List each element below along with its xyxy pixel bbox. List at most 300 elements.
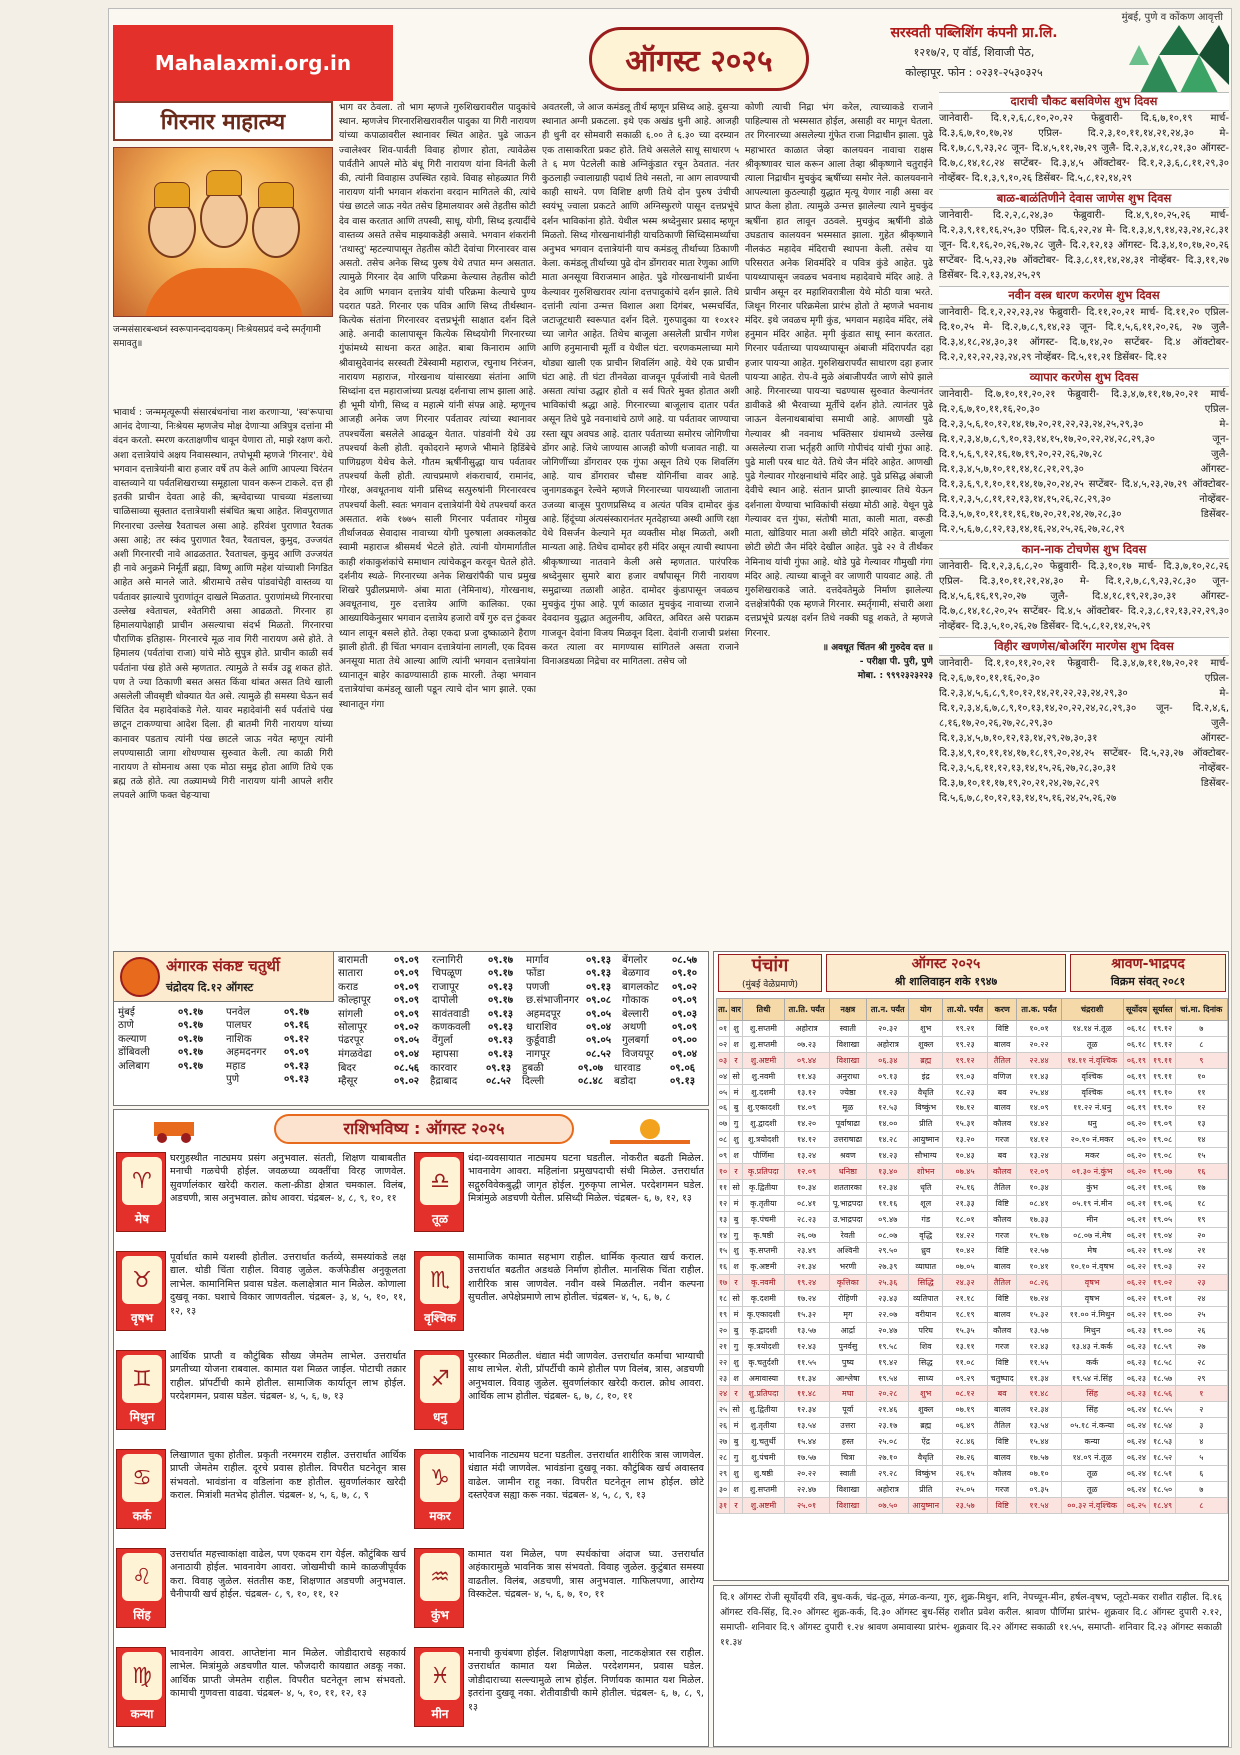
- panchang-cell: २७: [1175, 1338, 1227, 1354]
- moonrise-time: ०९.१७: [178, 1007, 204, 1018]
- city-row: [338, 1008, 428, 1021]
- panchang-cell: १७: [717, 1275, 730, 1291]
- panchang-cell: बालव: [988, 1450, 1017, 1466]
- zodiac-sign-icon: [414, 1647, 464, 1727]
- city-time-extra: [338, 1062, 708, 1089]
- panchang-cell: प्रीति: [909, 1481, 943, 1497]
- city-name: विजयपूर: [622, 1048, 654, 1060]
- moonrise-time: ०८.५७: [672, 955, 698, 966]
- panchang-cell: कौलव: [988, 1211, 1017, 1227]
- panchang-cell: १२.५३: [867, 1100, 909, 1116]
- panchang-cell: १३.५७: [1017, 1322, 1061, 1338]
- panchang-cell: विशाखा: [829, 1036, 867, 1052]
- city-row: [432, 1048, 522, 1061]
- panchang-cell: १९.०४: [1150, 1243, 1175, 1259]
- sun-decoration-icon: [610, 1114, 690, 1144]
- rashi-cell: [114, 1645, 409, 1729]
- panchang-cell: मीन: [1061, 1211, 1123, 1227]
- zodiac-symbol: ♎: [420, 1157, 460, 1205]
- panchang-cell: १४.१२: [1017, 1132, 1061, 1148]
- panchang-cell: शु.सप्तमी: [743, 1021, 785, 1037]
- panchang-cell: अहोरात्र: [867, 1036, 909, 1052]
- panchang-cell: बव: [988, 1386, 1017, 1402]
- moonrise-time: ०९.०९: [394, 968, 420, 980]
- panchang-cell: मं: [729, 1307, 742, 1323]
- panchang-table: [716, 998, 1228, 1514]
- city-row: [522, 1075, 614, 1088]
- panchang-row: [717, 1307, 1228, 1323]
- city-row: [118, 1006, 212, 1019]
- panchang-cell: आर्द्रा: [829, 1322, 867, 1338]
- panchang-cell: विशाखा: [829, 1481, 867, 1497]
- panchang-cell: १३.५७: [784, 1322, 829, 1338]
- city-row: [622, 954, 706, 967]
- panchang-cell: पुष्य: [829, 1354, 867, 1370]
- panchang-cell: विष्टि: [988, 1434, 1017, 1450]
- panchang-cell: व्यतिपात: [909, 1291, 943, 1307]
- rashi-cell: [412, 1348, 707, 1432]
- city-row: [338, 981, 428, 994]
- panchang-cell: २५.०१: [784, 1497, 829, 1513]
- panchang-cell: आश्लेषा: [829, 1370, 867, 1386]
- zodiac-sign-icon: [116, 1449, 166, 1529]
- panchang-cell: ०६.२४: [1123, 1418, 1150, 1434]
- panchang-cell: १३.१२: [784, 1084, 829, 1100]
- panchang-cell: वृश्चिक: [1061, 1084, 1123, 1100]
- panchang-cell: १३.४०: [867, 1164, 909, 1180]
- zodiac-sign-icon: [116, 1548, 166, 1628]
- panchang-cell: १९.४२: [867, 1354, 909, 1370]
- panchang-cell: १८.५७: [1150, 1370, 1175, 1386]
- panchang-cell: १०.४३: [943, 1148, 988, 1164]
- panchang-cell: १२.३४: [1017, 1402, 1061, 1418]
- panchang-cell: ०९.३५: [1017, 1481, 1061, 1497]
- panchang-cell: १२: [717, 1195, 730, 1211]
- panchang-cell: १९: [717, 1307, 730, 1323]
- zodiac-sign-icon: [116, 1251, 166, 1331]
- panchang-cell: ११.१६: [867, 1195, 909, 1211]
- site-brand[interactable]: Mahalaxmi.org.in: [113, 25, 393, 101]
- panchang-row: [717, 1052, 1228, 1068]
- moonrise-time: ०९.०४: [672, 1048, 698, 1060]
- panchang-header: [714, 952, 1229, 996]
- panchang-cell: आयुष्मान: [909, 1497, 943, 1513]
- panchang-cell: तैतिल: [988, 1052, 1017, 1068]
- panchang-cell: पूर्वाषाढा: [829, 1116, 867, 1132]
- city-name: मुंबई: [118, 1007, 135, 1018]
- moonrise-time: ०९.१३: [488, 1008, 514, 1020]
- city-row: [118, 1046, 212, 1059]
- moonrise-time: ०९.१३: [284, 1074, 310, 1086]
- panchang-cell: साध्य: [909, 1370, 943, 1386]
- moonrise-time: ०९.१३: [586, 955, 612, 966]
- panchang-cell: र: [729, 1386, 742, 1402]
- city-name: पालघर: [226, 1020, 252, 1032]
- panchang-cell: अमावास्या: [743, 1370, 785, 1386]
- rashi-prediction: धंदा-व्यवसायात नाट्यमय घटना घडतील. नोकरीत बढती मिळेल. भावनावेग आवरा. महिलांना प्रमुखपदाची संधी मिळेल. उत्तरार्धात सद्गुरुविवेकबुद्धी जागृत होईल. गुरुकृपा लाभेल. परदेशगमन घडेल. मित्रांमुळे अडचणी येतील. प्रसिध्दी मिळेल. चंद्रबल- ६, ७, १२, १३: [468, 1153, 704, 1205]
- panchang-cell: १८.५५: [1150, 1402, 1175, 1418]
- panchang-cell: १२.४३: [784, 1338, 829, 1354]
- moonrise-time: ०९.०९: [394, 995, 420, 1007]
- panchang-cell: ०१.३० नं.कुंभ: [1061, 1164, 1123, 1180]
- rashi-cell: [412, 1546, 707, 1630]
- panchang-cell: ०९.४४: [784, 1052, 829, 1068]
- panchang-cell: र: [729, 1497, 742, 1513]
- panchang-cell: ०७.१९: [943, 1402, 988, 1418]
- panchang-cell: तैतिल: [988, 1275, 1017, 1291]
- panchang-cell: ११.५५: [1017, 1354, 1061, 1370]
- panchang-cell: १९.५४: [867, 1370, 909, 1386]
- panchang-cell: शु: [729, 1465, 742, 1481]
- city-name: बेंगलोर: [622, 955, 648, 966]
- panchang-cell: शु: [729, 1354, 742, 1370]
- panchang-cell: १९.०८: [1150, 1148, 1175, 1164]
- panchang-cell: २६.१५: [943, 1465, 988, 1481]
- moonrise-time: ०९.१७: [178, 1033, 204, 1045]
- panchang-cell: १५.३२: [784, 1307, 829, 1323]
- panchang-cell: १९.१०: [1150, 1084, 1175, 1100]
- panchang-cell: ११.४३: [1017, 1068, 1061, 1084]
- city-row: [338, 1021, 428, 1034]
- moonrise-time: ०९.१३: [284, 1060, 310, 1072]
- panchang-cell: २०.१० नं.मकर: [1061, 1132, 1123, 1148]
- panchang-cell: २९: [717, 1465, 730, 1481]
- panchang-row: [717, 1227, 1228, 1243]
- panchang-row: [717, 1100, 1228, 1116]
- moonrise-time: ०९.०७: [578, 1063, 604, 1074]
- panchang-cell: २७: [717, 1434, 730, 1450]
- panchang-column-header: चां.मा. दिनांक: [1175, 999, 1227, 1021]
- panchang-cell: २०.३२: [867, 1021, 909, 1037]
- panchang-cell: बु: [729, 1100, 742, 1116]
- city-name: धाराशिव: [526, 1022, 557, 1034]
- panchang-cell: शततारका: [829, 1179, 867, 1195]
- panchang-row: [717, 1386, 1228, 1402]
- panchang-cell: ०७.१०: [1017, 1465, 1061, 1481]
- moonrise-time: ०९.१३: [488, 1022, 514, 1034]
- panchang-cell: तूळ: [1061, 1465, 1123, 1481]
- panchang-subtitle: (मुंबई वेळेप्रमाणे): [741, 980, 798, 990]
- rashi-cell: [114, 1249, 409, 1333]
- panchang-title-box: [718, 954, 822, 992]
- city-name: म्हैसूर: [338, 1076, 358, 1088]
- panchang-cell: कृ.दशमी: [743, 1291, 785, 1307]
- panchang-cell: शिव: [909, 1338, 943, 1354]
- panchang-cell: २४.३२: [943, 1275, 988, 1291]
- panchang-cell: २०.२२: [1017, 1036, 1061, 1052]
- panchang-cell: विशाखा: [829, 1052, 867, 1068]
- zodiac-sign-icon: [116, 1350, 166, 1430]
- panchang-cell: वैधृति: [909, 1084, 943, 1100]
- panchang-row: [717, 1402, 1228, 1418]
- panchang-cell: कौलव: [988, 1116, 1017, 1132]
- rashi-name: कुंभ: [431, 1608, 449, 1622]
- panchang-cell: ०६.२३: [1123, 1338, 1150, 1354]
- panchang-column-header: ता.यो. पर्यंत: [943, 999, 988, 1021]
- city-name: बिदर: [338, 1063, 357, 1074]
- panchang-column-header: सूर्यास्त: [1150, 999, 1175, 1021]
- panchang-row: [717, 1179, 1228, 1195]
- panchang-title: पंचांग: [751, 955, 789, 976]
- panchang-cell: मं: [729, 1195, 742, 1211]
- rashi-prediction: भावनिक नाट्यमय घटना घडतील. उत्तरार्धात शारीरिक त्रास जाणवेल. धंद्यात मंदी जाणवेल. भावंडांना दुखवू नका. कौटुंबिक खर्च अवास्तव वाढेल. जामीन राहू नका. विपरीत घटनेतून लाभ होईल. छोटे दस्तऐवज सह्या करू नका. चंद्रबल- ४, ५, ८, ९, १३: [468, 1450, 704, 1502]
- panchang-cell: शुक्ल: [909, 1036, 943, 1052]
- panchang-cell: सिद्ध: [909, 1354, 943, 1370]
- panchang-cell: विष्टि: [988, 1195, 1017, 1211]
- panchang-cell: २३.५७: [943, 1497, 988, 1513]
- panchang-row: [717, 1291, 1228, 1307]
- city-row: [226, 1033, 318, 1046]
- panchang-cell: १९.०३: [1150, 1259, 1175, 1275]
- panchang-cell: १७.३३: [1017, 1211, 1061, 1227]
- panchang-cell: १८.५४: [1150, 1418, 1175, 1434]
- publisher-name: सरस्वती पब्लिशिंग कंपनी प्रा.लि.: [890, 25, 1058, 41]
- panchang-cell: ३०: [717, 1481, 730, 1497]
- city-name: महाड: [226, 1060, 246, 1072]
- rashi-prediction: उत्तरार्धात महत्त्वाकांक्षा वाढेल, पण एकदम राग येईल. कौटुंबिक खर्च अनाठायी होईल. भावनावेग आवरा. जोखमीची कामे काळजीपूर्वक करा. विवाह जुळेल. संततीस कष्ट, शिक्षणात अडचणी अनुभवाल. चैनीपायी खर्च होईल. चंद्रबल- ८, ९, १०, ११, १२: [170, 1549, 406, 1601]
- panchang-cell: श: [729, 1259, 742, 1275]
- panchang-cell: ०६.२१: [1123, 1179, 1150, 1195]
- article-credit-2: - परीक्षा पी. पुरी, पुणे: [859, 656, 933, 667]
- panchang-cell: बालव: [988, 1100, 1017, 1116]
- panchang-cell: २७.१०: [867, 1450, 909, 1466]
- panchang-cell: २१.३४: [784, 1259, 829, 1275]
- panchang-cell: २२: [1175, 1259, 1227, 1275]
- panchang-cell: ०६.३४: [867, 1052, 909, 1068]
- panchang-cell: १८: [1175, 1195, 1227, 1211]
- panchang-cell: गरज: [988, 1132, 1017, 1148]
- panchang-cell: १९.०६: [1150, 1179, 1175, 1195]
- panchang-cell: वृद्धि: [909, 1227, 943, 1243]
- panchang-cell: १८: [717, 1291, 730, 1307]
- panchang-cell: २८.२३: [784, 1211, 829, 1227]
- city-name: गोकाक: [622, 995, 649, 1007]
- panchang-cell: १४.२३: [867, 1148, 909, 1164]
- article-column-2: भाग वर ठेवला. तो भाग म्हणजे गुरुशिखरावरील पादुकांचे स्थान. म्हणजेच गिरनारशिखरावरील पादुका या गिरी नारायण यांच्या कपाळावरील स्थानावर स्थित आहेत. पुढे जाऊन ज्वालेश्वर शिव-पार्वती विवाह होणार होता, त्यावेळेस पार्वतीने आपले मोठे बंधू गिरी नारायण यांना विनंती केली की, त्यांनी विवाहास उपस्थित रहावे. विवाह सोहळ्यात गिरी नारायण यांनी भगवान शंकरांना वरदान मागितले की, त्यांचे पंख छाटले जाऊ नयेत तसेच हिमालयावर असे तेहतीस कोटी देव वास करतात आणि तपस्वी, साधू, योगी, सिध्द इत्यादींचे वास्तव्य असते तसेच माझ्याकडेही असावे. भगवान शंकरांनी 'तथास्तु' म्हटल्यापासून तेहतीस कोटी देवांचा गिरनारवर वास असतो. तसेच अनेक सिध्द पुरुष येथे तपात मग्न असतात. त्यामुळे गिरनार देव आणि परिक्रमा केल्यास तेहतीस कोटी देव आणि भगवान दत्तात्रेय यांची परिक्रमा केल्याचे पुण्य पदरात पडते. गिरनार एक पवित्र आणि सिध्द तीर्थस्थान- कित्येक संतांना गिरनारवर दत्तप्रभूंनी साक्षात दर्शन दिले आहे. अनादी कालापासून कित्येक सिध्दयोगी गिरनारच्या गुंफांमध्ये साधना करत आहेत. बाबा किनाराम आणि श्रीवासुदेवानंद सरस्वती टेंबेस्वामी महाराज, रघुनाथ निरंजन, नारायण महाराज, गोरखनाथ यांसारख्या संतांना आणि सिध्दांना दत्त महाराजांच्या प्रत्यक्ष दर्शनाचा लाभ झाला आहे. ही भूमी योगी, सिध्द व महात्मे यांनी संपन्न आहे. म्हणूनच आजही अनेक जण गिरनार पर्वतावर त्यांच्या स्थानावर तपश्चर्येला बसलेले आढळून येतात. पांडवांनी येथे उग्र तपश्चर्या केली होती. वृकोदराने म्हणजे भीमाने हिडिंबेचे पाणिग्रहण येथेच केले. गौतम ऋषींनीसुद्धा याच पर्वतावर तपश्चर्या केली होती. त्याचप्रमाणे शंकराचार्य, रामानंद, गोरक्ष, अवधूतनाथ यांनी प्रसिध्द सत्पुरुषांनी गिरनारवरच तपश्चर्या केली. स्वतः भगवान दत्तात्रेयांनी येथे तपश्चर्या करत असतात. शके १७७५ साली गिरनार पर्वतावर गोमुख तीर्थाजवळ सेवादास नावाच्या योगी पुरुषाला अक्कलकोट स्वामी महाराज श्रीसमर्थ भेटले होते. त्यांनी योगमार्गातील काही शंकाकुशंकांचे समाधान त्यांचेकडून करवून घेतले होते. दर्शनीय स्थळे- गिरनारच्या अनेक शिखरांपैकी पाच प्रमुख शिखरे पुढीलप्रमाणे- अंबा माता (नेमिनाथ), गोरखनाथ, अवधूतनाथ, गुरु दत्तात्रेय आणि कालिका. एका आख्यायिकेनुसार भगवान दत्तात्रेय हजारो वर्षे गुरु दत्त टुंकवर ध्यान लावून बसले होते. तेव्हा एकदा प्रजा दुष्काळाने हैराण झाली होती. ही चिंता भगवान दत्तात्रेयांना लागली, एक दिवस अनसूया माता तेथे आल्या आणि त्यांनी भगवान दत्तात्रेयांना ध्यानातून बाहेर काढण्यासाठी हाक मारली. तेव्हा भगवान दत्तात्रेयांचा कमंडलू खाली पडून त्याचे दोन भाग झाले. एका स्थानातून गंगा: [339, 102, 536, 710]
- shubh-heading: दाराची चौकट बसविणेस शुभ दिवस: [939, 92, 1229, 111]
- rashi-name: कन्या: [130, 1707, 154, 1721]
- city-row: [614, 1062, 706, 1075]
- shubh-dates: जानेवारी- दि.१,२,३,६,८,२० फेब्रुवारी- दि.३,१०,१७ मार्च- दि.३,७,१०,२८,२६ एप्रिल- दि.३,१०,११,२१,२४,३० मे- दि.१,२,७,८,९,२३,२८,३० जून- दि.४,५,६,१६,१९,२०,२७ जुलै- दि.४,१८,१९,२१,३०,३१ ऑगस्ट- दि.७,८,१४,१८,२०,२५ सप्टेंबर- दि.४,५ ऑक्टोबर- दि.२,३,८,१२,१३,२२,२९,३० नोव्हेंबर- दि.३,५,१०,२६,२७ डिसेंबर- दि.५,८,१२,१४,२५,२९: [939, 561, 1229, 632]
- panchang-cell: १५.४४: [1017, 1434, 1061, 1450]
- moonrise-time: ०९.१३: [670, 1076, 696, 1088]
- panchang-cell: १४.०९: [1017, 1100, 1061, 1116]
- panchang-cell: ०६.२३: [1123, 1386, 1150, 1402]
- shubh-heading: बाळ-बाळंतिणीने देवास जाणेस शुभ दिवस: [939, 189, 1229, 208]
- city-row: [432, 967, 522, 980]
- panchang-cell: १८.०१: [943, 1211, 988, 1227]
- panchang-cell: पूर्वा: [829, 1402, 867, 1418]
- panchang-cell: ०१: [717, 1021, 730, 1037]
- city-time-column: [622, 954, 706, 1061]
- panchang-cell: गंड: [909, 1211, 943, 1227]
- city-row: [118, 1060, 212, 1073]
- panchang-cell: २०: [1175, 1227, 1227, 1243]
- panchang-cell: र: [729, 1275, 742, 1291]
- panchang-column-header: करण: [988, 999, 1017, 1021]
- panchang-cell: उत्तरा: [829, 1418, 867, 1434]
- panchang-column-header: नक्षत्र: [829, 999, 867, 1021]
- panchang-cell: ०३: [717, 1052, 730, 1068]
- city-row: [432, 994, 522, 1007]
- moonrise-time: ०९.०८: [586, 995, 612, 1007]
- panchang-cell: १९.१०: [1150, 1100, 1175, 1116]
- panchang-cell: ०२: [717, 1036, 730, 1052]
- panchang-row: [717, 1275, 1228, 1291]
- panchang-cell: ७: [1175, 1481, 1227, 1497]
- panchang-cell: र: [729, 1052, 742, 1068]
- panchang-row: [717, 1021, 1228, 1037]
- panchang-cell: शु.द्वादशी: [743, 1116, 785, 1132]
- panchang-cell: सो: [729, 1179, 742, 1195]
- panchang-cell: १९.५४ नं.सिंह: [1061, 1370, 1123, 1386]
- panchang-cell: श: [729, 1481, 742, 1497]
- panchang-cell: गरज: [988, 1338, 1017, 1354]
- planet-positions-text: दि.१ ऑगस्ट रोजी सूर्योदयी रवि, बुध-कर्क, चंद्र-तूळ, मंगळ-कन्या, गुरु, शुक्र-मिथुन, शनि, नेपच्यून-मीन, हर्षल-वृषभ, प्लूटो-मकर राशीत राहील. दि.१६ ऑगस्ट रवि-सिंह, दि.२० ऑगस्ट शुक्र-कर्क, दि.३० ऑगस्ट बुध-सिंह राशीत प्रवेश करील. श्रावण पौर्णिमा प्रारंभ- शुक्रवार दि.८ ऑगस्ट दुपारी २.१२, समाप्ती- शनिवार दि.९ ऑगस्ट दुपारी १.२४ श्रावण अमावास्या प्रारंभ- शुक्रवार दि.२२ ऑगस्ट सकाळी ११.५५, समाप्ती- शनिवार दि.२३ ऑगस्ट सकाळी ११.३४: [720, 1592, 1222, 1648]
- panchang-cell: ०६.२१: [1123, 1227, 1150, 1243]
- panchang-cell: २३.१७: [867, 1418, 909, 1434]
- shloka-text: जन्मसंसारबन्धघ्नं स्वरूपानन्ददायकम्। निःश्रेयसप्रदं वन्दे स्मर्तृगामी समावतु॥: [113, 325, 321, 349]
- city-row: [338, 1075, 430, 1088]
- panchang-cell: शु.अष्टमी: [743, 1497, 785, 1513]
- city-row: [526, 981, 620, 994]
- moonrise-time: ०९.०९: [672, 995, 698, 1007]
- city-name: नाशिक: [226, 1033, 252, 1045]
- moonrise-time: ०९.१३: [488, 981, 514, 993]
- panchang-cell: १२.५७: [1017, 1243, 1061, 1259]
- moonrise-time: ०९.०९: [394, 981, 420, 993]
- city-row: [622, 1048, 706, 1061]
- publisher-address: १२१७/२, ए वॉर्ड, शिवाजी पेठ,: [913, 46, 1035, 59]
- panchang-cell: ११.३४: [784, 1370, 829, 1386]
- city-row: [118, 1033, 212, 1046]
- rashi-prediction: पुरस्कार मिळतील. धंद्यात मंदी जाणवेल. उत्तरार्धात कर्माचा भाग्याची साथ लाभेल. शेती, प्रॉपर्टीची कामे होतील पण विलंब, त्रास, अडचणी अनुभवाल. विवाह जुळेल. सुवर्णालंकार खरेदी कराल. क्रोध आवरा. आर्थिक लाभ होतील. चंद्रबल- ६, ७, ८, १०, ११: [468, 1351, 704, 1403]
- panchang-cell: विष्टि: [988, 1021, 1017, 1037]
- panchang-row: [717, 1418, 1228, 1434]
- city-row: [526, 994, 620, 1007]
- moonrise-time: ०९.१७: [284, 1007, 310, 1018]
- panchang-cell: वृषभ: [1061, 1291, 1123, 1307]
- moonrise-time: ०९.१३: [586, 968, 612, 980]
- panchang-cell: १४.०९: [784, 1100, 829, 1116]
- panchang-cell: हस्त: [829, 1434, 867, 1450]
- moonrise-time: ०९.१७: [488, 968, 514, 980]
- panchang-cell: ०६.२४: [1123, 1450, 1150, 1466]
- panchang-cell: ६: [1175, 1465, 1227, 1481]
- panchang-cell: १४.२८: [867, 1132, 909, 1148]
- panchang-cell: ११.५५: [784, 1354, 829, 1370]
- panchang-cell: ०६.२२: [1123, 1307, 1150, 1323]
- panchang-cell: १८.५१: [1150, 1465, 1175, 1481]
- panchang-samvat: विक्रम संवत् २०८१: [1110, 975, 1186, 988]
- panchang-cell: २: [1175, 1402, 1227, 1418]
- panchang-cell: ०६.२३: [1123, 1370, 1150, 1386]
- panchang-cell: ५: [1175, 1450, 1227, 1466]
- panchang-cell: ०८.१२: [943, 1386, 988, 1402]
- city-row: [432, 954, 522, 967]
- publisher-info: [829, 23, 1119, 97]
- panchang-cell: १०.३४: [1017, 1179, 1061, 1195]
- zodiac-symbol: ♊: [122, 1355, 162, 1403]
- panchang-cell: १५.३२: [1017, 1307, 1061, 1323]
- panchang-cell: १९.०५: [1150, 1211, 1175, 1227]
- city-row: [526, 1008, 620, 1021]
- city-row: [338, 1062, 430, 1075]
- city-name: अलिबाग: [118, 1060, 150, 1072]
- panchang-cell: ११: [717, 1179, 730, 1195]
- panchang-cell: १९.०१: [1150, 1291, 1175, 1307]
- panchang-cell: अहोरात्र: [867, 1481, 909, 1497]
- city-row: [226, 1060, 318, 1073]
- panchang-cell: कृ.पंचमी: [743, 1211, 785, 1227]
- panchang-cell: मं: [729, 1418, 742, 1434]
- panchang-cell: १४.४२: [1017, 1116, 1061, 1132]
- rashi-name: वृषभ: [130, 1311, 154, 1325]
- city-row: [338, 994, 428, 1007]
- panchang-cell: ११.०८: [943, 1354, 988, 1370]
- moonrise-time: ०९.१७: [488, 955, 514, 966]
- panchang-cell: २८: [717, 1450, 730, 1466]
- rashi-cell: [412, 1150, 707, 1234]
- panchang-row: [717, 1036, 1228, 1052]
- panchang-cell: कृ.प्रतिपदा: [743, 1164, 785, 1180]
- panchang-cell: चित्रा: [829, 1450, 867, 1466]
- panchang-row: [717, 1354, 1228, 1370]
- panchang-cell: १०.०१: [1017, 1021, 1061, 1037]
- panchang-cell: विशाखा: [829, 1497, 867, 1513]
- panchang-cell: शुक्ल: [909, 1402, 943, 1418]
- article-column-4: [745, 101, 933, 946]
- panchang-cell: पू.भाद्रपदा: [829, 1195, 867, 1211]
- panchang-cell: २५.४४: [1017, 1084, 1061, 1100]
- zodiac-symbol: ♒: [420, 1553, 460, 1601]
- panchang-cell: १२.४३: [1017, 1338, 1061, 1354]
- panchang-cell: २७.३९: [867, 1259, 909, 1275]
- panchang-cell: ११.४८: [1017, 1386, 1061, 1402]
- panchang-row: [717, 1164, 1228, 1180]
- panchang-cell: १४: [717, 1227, 730, 1243]
- zodiac-sign-icon: [116, 1647, 166, 1727]
- moonrise-time: ०९.१७: [178, 1020, 204, 1032]
- article-credit-3: मोबा. : ९९९२३२३२२३: [857, 671, 933, 682]
- panchang-row: [717, 1243, 1228, 1259]
- city-row: [526, 1034, 620, 1047]
- panchang-cell: १६: [717, 1259, 730, 1275]
- panchang-cell: ०६.१९: [1123, 1100, 1150, 1116]
- zodiac-symbol: ♐: [420, 1355, 460, 1403]
- panchang-cell: रोहिणी: [829, 1291, 867, 1307]
- city-name: कारवार: [430, 1063, 458, 1074]
- city-row: [614, 1075, 706, 1088]
- panchang-cell: शु.प्रतिपदा: [743, 1386, 785, 1402]
- moonrise-time: ०९.०९: [394, 1008, 420, 1020]
- panchang-cell: २३.४३: [867, 1291, 909, 1307]
- city-name: बडोदा: [614, 1076, 636, 1088]
- moonrise-time: ०९.००: [672, 1035, 698, 1047]
- panchang-cell: बालव: [988, 1259, 1017, 1275]
- panchang-cell: पौर्णिमा: [743, 1148, 785, 1164]
- panchang-cell: कृ.षष्ठी: [743, 1227, 785, 1243]
- panchang-cell: ००.३२ नं.वृश्चिक: [1061, 1497, 1123, 1513]
- panchang-cell: ०६.४९: [943, 1418, 988, 1434]
- panchang-cell: १२: [1175, 1100, 1227, 1116]
- panchang-cell: मेष: [1061, 1243, 1123, 1259]
- panchang-cell: तूळ: [1061, 1481, 1123, 1497]
- panchang-cell: कृ.द्वितीया: [743, 1179, 785, 1195]
- panchang-cell: ०७.४५: [943, 1164, 988, 1180]
- zodiac-symbol: ♑: [420, 1454, 460, 1502]
- zodiac-symbol: ♈: [122, 1157, 162, 1205]
